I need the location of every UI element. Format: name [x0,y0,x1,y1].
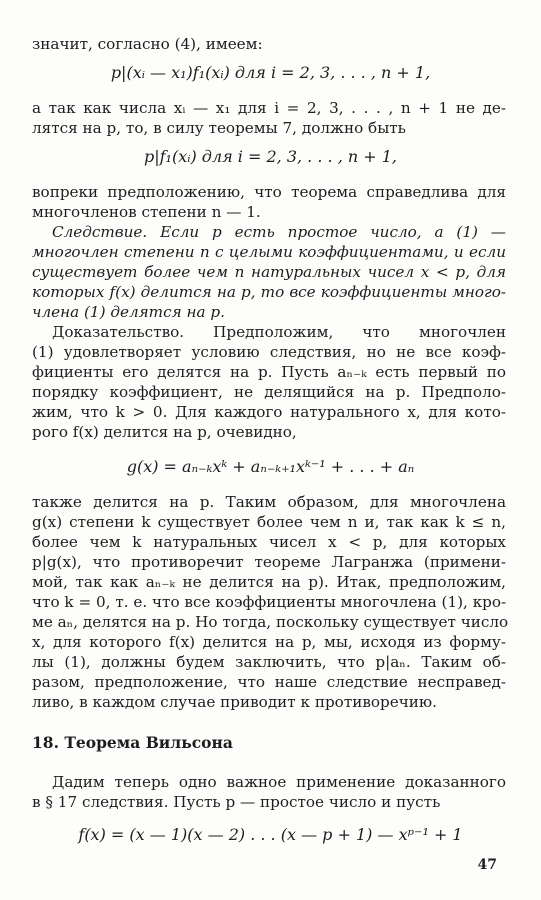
text-line: вопреки предположению, что теорема справедлива для [32,183,506,201]
section-heading: 18. Теорема Вильсона [32,733,233,752]
formula: p|f₁(xᵢ) для i = 2, 3, . . . , n + 1, [143,147,398,166]
text-line: также делится на p. Таким образом, для многочлена [32,493,506,511]
text-line: что k = 0, т. е. что все коэффициенты многочлена (1), кро- [32,593,507,611]
text-line: лятся на p, то, в силу теоремы 7, должно быть [32,119,406,137]
formula: g(x) = aₙ₋ₖxᵏ + aₙ₋ₖ₊₁xᵏ⁻¹ + . . . + aₙ [126,457,415,476]
text-line: Следствие. Если p есть простое число, а (1) — [52,223,506,241]
text-line: разом, предположение, что наше следствие несправед- [32,673,506,691]
text-line: мой, так как aₙ₋ₖ не делится на p). Итак, предположим, [32,573,506,591]
text-line: рого f(x) делится на p, очевидно, [32,423,297,441]
text-line: (1) удовлетворяет условию следствия, но не все коэф- [32,343,506,361]
text-line: более чем k натуральных чисел x < p, для которых [32,533,506,551]
text-line: которых f(x) делится на p, то все коэффициенты много- [32,283,506,301]
text-line: значит, согласно (4), имеем: [32,35,263,53]
text-line: p|g(x), что противоречит теореме Лагранжа (примени- [32,553,506,571]
formula: p|(xᵢ — x₁)f₁(xᵢ) для i = 2, 3, . . . , n + 1, [110,63,431,82]
text-line: фициенты его делятся на p. Пусть aₙ₋ₖ есть первый по [32,363,506,381]
text-line: существует более чем n натуральных чисел x < p, для [32,263,506,281]
text-line: g(x) степени k существует более чем n и, так как k ≤ n, [32,513,506,531]
text-line: многочленов степени n — 1. [32,203,261,221]
text-line: Доказательство. Предположим, что многочлен [52,323,506,341]
text-line: x, для которого f(x) делится на p, мы, исходя из форму- [32,633,506,651]
text-line: Дадим теперь одно важное применение доказанного [52,773,506,791]
text-line: многочлен степени n с целыми коэффициентами, и если [32,243,506,261]
text-line: жим, что k > 0. Для каждого натурального x, для кото- [32,403,506,421]
text-line: а так как числа xᵢ — x₁ для i = 2, 3, . . . , n + 1 не де- [32,99,506,117]
text-line: члена (1) делятся на p. [32,303,225,321]
text-line: порядку коэффициент, не делящийся на p. Предполо- [32,383,506,401]
formula: f(x) = (x — 1)(x — 2) . . . (x — p + 1) — xᵖ⁻¹ + 1 [78,825,463,844]
text-line: в § 17 следствия. Пусть p — простое число и пусть [32,793,441,811]
text-line: лы (1), должны будем заключить, что p|aₙ. Таким об- [32,653,506,671]
text-line: ливо, в каждом случае приводит к противоречию. [32,693,437,711]
page-number: 47 [477,857,497,873]
text-line: ме aₙ, делятся на p. Но тогда, поскольку существует число [32,613,509,631]
